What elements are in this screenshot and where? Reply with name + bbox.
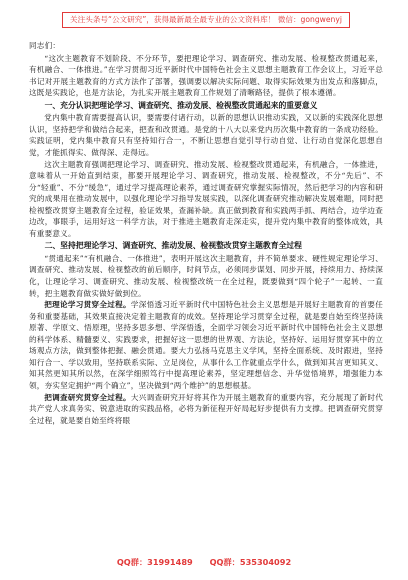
paragraph-6 [29,392,383,427]
paragraph-5-lead: 把理论学习贯穿全过程。 [44,300,131,310]
section-heading-2: 二、坚持把理论学习、调查研究、推动发展、检视整改贯穿主题教育全过程 [44,241,302,251]
paragraph-5-body: 学深悟透习近平新时代中国特色社会主义思想是开展好主题教育的首要任务和重要基础，其效果直接决定着主题教育的成效。坚持理论学习贯穿全过程，就是要自始至终坚持读原著、学原文、悟原理，坚持多思多想、学深悟透，全面学习领会习近平新时代中国特色社会主义思想的科学体系、精髓要义、实践要求，把握好这一思想的世界观、方法论，坚持好、运用好贯穿其中的立场观点方法，做到整体把握、融会贯通。要大力弘扬马克思主义学风，坚持全面系统、及时跟进，坚持知行合一、学以致用，坚持联系实际、立足岗位，从事什么工作就重点学什么，做到知其言更知其义、知其然更知其所以然，在深学细照笃行中提高理论素养，坚定理想信念、升华觉悟境界，增强能力本领，夯实坚定拥护“两个确立”，坚决做到“两个维护”的思想根基。 [29,300,383,390]
section-heading-1: 一、充分认识把理论学习、调查研究、推动发展、检视整改贯通起来的重要意义 [44,100,318,110]
document-body [29,40,383,426]
promo-banner: 关注头条号“公文研究”，获得最新最全最专业的公文资料库！ 微信：gongwenyj [62,12,350,28]
paragraph-5 [29,299,383,391]
footer-qq-group-1: QQ群：31991489 [116,557,193,567]
paragraph-6-body: 大兴调查研究开好将其作为开展主题教育的重要内容，充分展现了新时代共产党人求真务实、锐意进取的实践品格，必将为新征程开好局起好步提供有力支撑。把调查研究贯穿全过程，就是要自始至终将眼 [29,392,383,425]
paragraph-6-lead: 把调查研究贯穿全过程。 [44,392,131,402]
paragraph-4: “贯通起来”“有机融合、一体推进”，表明开展这次主题教育，并不简单要求、硬性规定理论学习、调查研究、推动发展、检视整改的前后顺序，时间节点，必须同步谋划、同步开展，持续用力、持续深化，让理论学习、调查研究、推动发展、检视整改统一在全过程，既要做到“四个轮子”一起转、一直转，把主题教育做实做好做到位。 [29,253,383,298]
paragraph-2: 党内集中教育需要提高认识，要需要付诸行动，以新的思想认识推动实践，又以新的实践深化思想认识，坚持把学和做结合起来，把查和改贯通。是党的十八大以来党内历次集中教育的一条成功经验。实践证明，党内集中教育只有坚持知行合一，不断让思想自觉引导行动自觉、让行动自觉深化思想自觉，才能抓得实、做得深、走得远。 [29,113,383,157]
paragraph-3: 这次主题教育强调把理论学习、调查研究、推动发展、检视整改贯通起来，有机融合，一体推进，意味着从一开始直到结束，都要开展理论学习、调查研究，推动发展、检视整改，不分“先后”、不分“轻重”、不分“缓急”，通过学习提高理论素养，通过调查研究掌握实际情况，然后把学习的内容和研究的成果用在推动发展中，以强化理论学习指导发展实践，以深化调查研究推动解决发展难题，同时把检视整改贯穿主题教育全过程，验证效果，查漏补缺。真正做到教育和实践两手抓、两结合，边学边查边改，事眼手，运用好这一科学方法，对于推进主题教育走深走实，提升党内集中教育的整体成效，具有重要意义。 [29,159,383,238]
footer-qq-group-2: QQ群：535304092 [209,557,292,567]
paragraph-intro: “这次主题教育不划阶段、不分环节，要把理论学习、调查研究、推动发展、检视整改贯通起来，有机融合、一体推进。”在学习贯彻习近平新时代中国特色社会主义思想主题教育工作会议上，习近平总书记对开展主题教育的方式方法作了部署，强调要以解决实际问题、取得实际效果为出发点和落脚点，这既是实践论，也是方法论，为扎实开展主题教育工作规划了清晰路径，提供了根本遵循。 [29,53,383,98]
footer-contact [0,557,408,568]
greeting: 同志们： [29,41,61,50]
